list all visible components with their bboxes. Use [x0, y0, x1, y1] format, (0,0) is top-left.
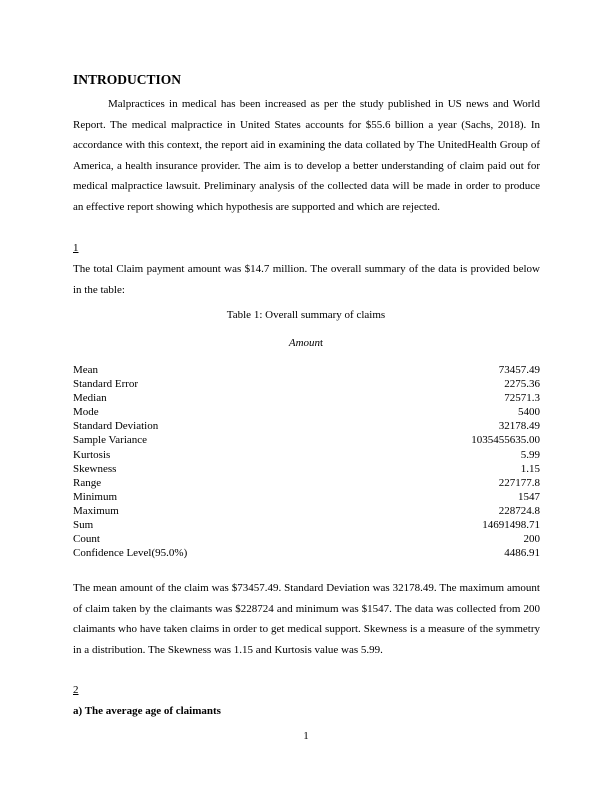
table-column-header	[0, 337, 612, 349]
row-value: 14691498.71	[482, 519, 540, 532]
row-value: 200	[523, 533, 540, 546]
page-number: 1	[303, 730, 309, 742]
table-row	[73, 504, 540, 518]
row-value: 4486.91	[504, 547, 540, 560]
intro-paragraph: Malpractices in medical has been increased as per the study published in US news and World Report. The medical malpractice in United States accounts for $55.6 billion a year (Sachs, 2018). In accordance with this context, the report aid in examining the data collated by The UnitedHealth Group of America, a health insurance provider. The aim is to develop a better understanding of claim paid out for medical malpractice lawsuit. Preliminary analysis of the collected data will be made in order to produce an effective report showing which hypothesis are supported and which are rejected.	[73, 98, 540, 213]
table-row	[73, 419, 540, 433]
row-label: Minimum	[73, 490, 118, 503]
section-number-1[interactable]: 1	[73, 242, 79, 254]
row-value: 2275.36	[504, 378, 540, 391]
row-label: Maximum	[73, 504, 119, 517]
row-value: 228724.8	[498, 504, 540, 517]
row-label: Confidence Level(95.0%)	[73, 547, 188, 560]
claim-total-paragraph: The total Claim payment amount was $14.7 million. The overall summary of the data is provided below in the table:	[73, 263, 540, 296]
table-row	[73, 476, 540, 490]
table-caption: Table 1: Overall summary of claims	[226, 309, 386, 321]
row-label: Range	[73, 476, 102, 489]
row-value: 5.99	[520, 448, 540, 461]
row-value: 72571.3	[504, 392, 540, 405]
table-row	[73, 518, 540, 532]
row-label: Standard Deviation	[73, 420, 159, 433]
row-label: Count	[73, 533, 100, 546]
row-label: Kurtosis	[73, 448, 111, 461]
row-value: 1.15	[520, 462, 540, 475]
table-row	[73, 363, 540, 377]
row-label: Sample Variance	[73, 434, 148, 447]
subheading-average-age: a) The average age of claimants	[73, 705, 221, 717]
section-heading: INTRODUCTION	[73, 72, 182, 87]
row-label: Mean	[73, 364, 99, 376]
table-row	[73, 448, 540, 462]
row-label: Mode	[73, 406, 99, 419]
row-value: 73457.49	[498, 364, 540, 376]
table-row	[73, 391, 540, 405]
section-number-2[interactable]: 2	[73, 684, 79, 696]
table-row	[73, 377, 540, 391]
row-value: 227177.8	[498, 476, 540, 489]
row-value: 5400	[518, 406, 540, 419]
row-label: Sum	[73, 519, 94, 532]
row-label: Skewness	[73, 462, 117, 475]
table-row	[73, 490, 540, 504]
row-label: Median	[73, 392, 107, 405]
table-row	[73, 433, 540, 447]
row-label: Standard Error	[73, 378, 139, 391]
row-value: 32178.49	[498, 420, 540, 433]
summary-paragraph: The mean amount of the claim was $73457.49. Standard Deviation was 32178.49. The maximum amount of claim taken by the claimants was $228724 and minimum was $1547. The data was collected from 200 claimants who have taken claims in order to get medical support. Skewness is a measure of the symmetry in a distribution. The Skewness was 1.15 and Kurtosis value was 5.99.	[73, 582, 540, 656]
row-value: 1547	[518, 490, 540, 503]
table-row	[73, 462, 540, 476]
column-header-italic: Amoun	[288, 337, 321, 349]
row-value: 1035455635.00	[471, 434, 540, 447]
table-row	[73, 405, 540, 419]
summary-table	[73, 363, 540, 560]
table-row	[73, 532, 540, 546]
column-header-rest: t	[320, 337, 324, 349]
table-row	[73, 546, 540, 560]
